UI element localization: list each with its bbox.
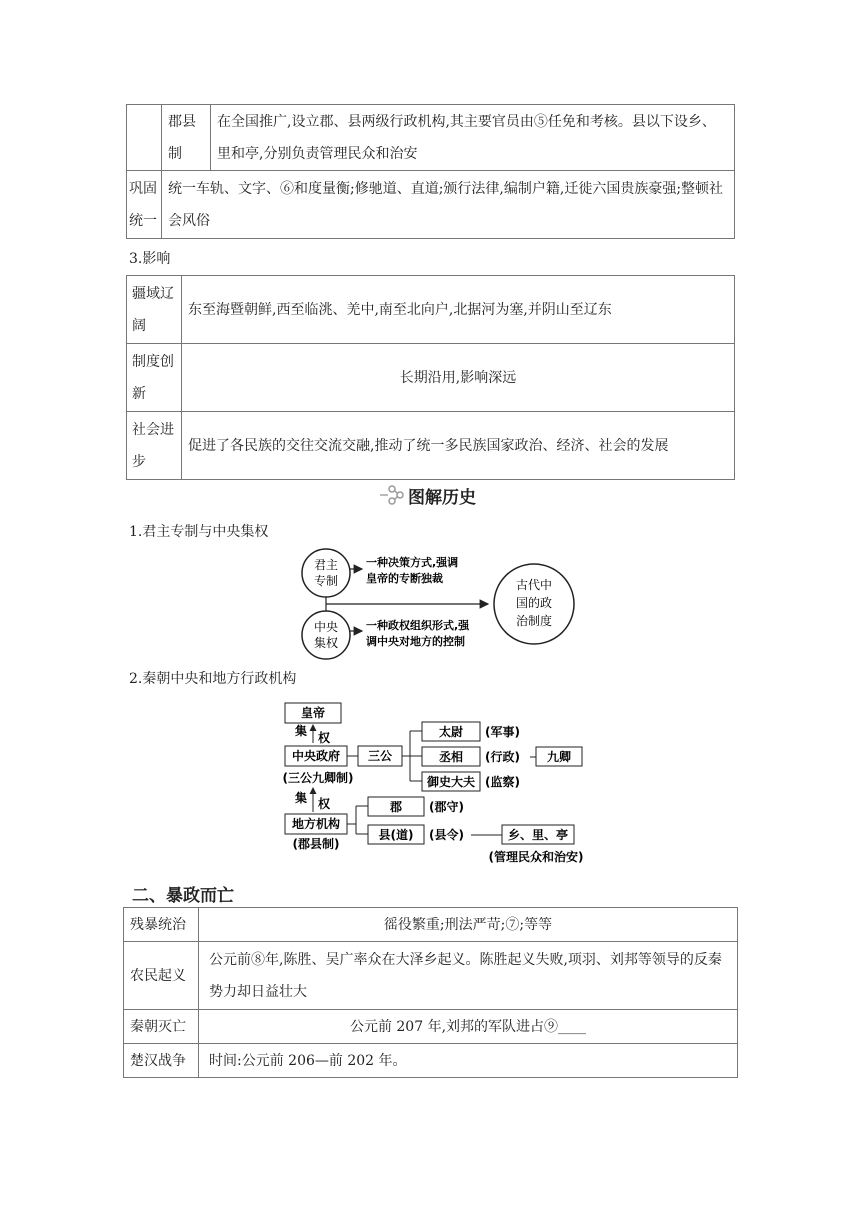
emperor-label: 皇帝 (300, 706, 326, 720)
row-label: 楚汉战争 (124, 1044, 199, 1078)
row-label: 农民起义 (124, 942, 199, 1010)
row-label: 郡县制 (162, 105, 211, 171)
impact-table (126, 275, 735, 480)
taiwei-note: (军事) (485, 725, 520, 739)
diagram-section-header (378, 482, 476, 508)
table-row (127, 412, 735, 480)
xiang-label: 乡、里、亭 (507, 828, 569, 842)
diagram-autocracy-centralization (290, 545, 600, 665)
table-row (127, 105, 735, 171)
central-gov-note: (三公九卿制) (282, 771, 354, 785)
row-content: 徭役繁重;刑法严苛;⑦;等等 (199, 908, 738, 942)
row-content: 公元前 207 年,刘邦的军队进占⑨____ (199, 1010, 738, 1044)
diagram-section-title: 图解历史 (408, 487, 476, 508)
xian-label: 县(道) (378, 828, 414, 842)
collapse-table (123, 907, 738, 1078)
sangong-label: 三公 (367, 749, 393, 763)
desc-autocracy-line2: 皇帝的专断独裁 (366, 572, 443, 585)
node-autocracy (302, 549, 350, 597)
yushi-note: (监察) (485, 775, 520, 789)
row-label: 制度创新 (127, 344, 182, 412)
table-row (124, 908, 738, 942)
node-autocracy-line1: 君主 (313, 558, 339, 572)
impact-heading: 3.影响 (129, 251, 171, 267)
row-content: 促进了各民族的交往交流交融,推动了统一多民族国家政治、经济、社会的发展 (182, 412, 735, 480)
jiuqing-label: 九卿 (546, 750, 572, 764)
centralize-2a: 集 (294, 791, 308, 805)
row-label: 巩固统一 (127, 171, 162, 239)
node-centralization-line1: 中央 (313, 620, 339, 634)
node-political-line2: 国的政 (515, 596, 553, 610)
empty-cell (127, 105, 162, 171)
chengxiang-note: (行政) (485, 750, 520, 764)
desc-centralization-line1: 一种政权组织形式,强 (366, 619, 470, 632)
row-content: 公元前⑧年,陈胜、吴广率众在大泽乡起义。陈胜起义失败,项羽、刘邦等领导的反秦势力却日益壮大 (199, 942, 738, 1010)
central-gov-label: 中央政府 (291, 749, 341, 763)
node-political-line1: 古代中 (515, 578, 553, 592)
row-content: 统一车轨、文字、⑥和度量衡;修驰道、直道;颁行法律,编制户籍,迁徙六国贵族豪强;整顿社会风俗 (162, 171, 735, 239)
xian-note: (县令) (429, 828, 464, 842)
node-autocracy-line2: 专制 (313, 574, 339, 588)
row-content: 东至海暨朝鲜,西至临洮、羌中,南至北向户,北据河为塞,并阴山至辽东 (182, 276, 735, 344)
share-icon (378, 483, 406, 507)
row-content: 时间:公元前 206—前 202 年。 (199, 1044, 738, 1078)
diagram1-heading: 1.君主专制与中央集权 (129, 524, 269, 540)
jun-label: 郡 (389, 800, 403, 814)
row-label: 疆域辽阔 (127, 276, 182, 344)
row-label: 秦朝灭亡 (124, 1010, 199, 1044)
centralize-1b: 权 (317, 731, 331, 745)
desc-centralization-line2: 调中央对地方的控制 (366, 635, 465, 648)
table-row (124, 1010, 738, 1044)
local-note: (郡县制) (292, 837, 340, 851)
node-political-line3: 治制度 (515, 614, 553, 628)
node-centralization-line2: 集权 (313, 636, 339, 650)
table-row (127, 344, 735, 412)
desc-autocracy-line1: 一种决策方式,强调 (366, 556, 459, 569)
system-table (126, 104, 735, 239)
node-centralization (302, 611, 350, 659)
diagram2-heading: 2.秦朝中央和地方行政机构 (129, 671, 297, 687)
table-row (124, 1044, 738, 1078)
row-label: 社会进步 (127, 412, 182, 480)
jun-note: (郡守) (429, 800, 464, 814)
row-label: 残暴统治 (124, 908, 199, 942)
local-label: 地方机构 (291, 817, 341, 831)
table-row (127, 171, 735, 239)
table-row (124, 942, 738, 1010)
centralize-1a: 集 (294, 724, 308, 738)
centralize-2b: 权 (317, 797, 331, 811)
yushi-label: 御史大夫 (426, 775, 476, 789)
chengxiang-label: 丞相 (438, 750, 464, 764)
xiang-note: (管理民众和治安) (488, 850, 584, 864)
row-content: 长期沿用,影响深远 (182, 344, 735, 412)
row-content: 在全国推广,设立郡、县两级行政机构,其主要官员由⑤任免和考核。县以下设乡、里和亭,分别负责管理民众和治安 (211, 105, 735, 171)
taiwei-label: 太尉 (438, 725, 464, 739)
section2-title: 二、暴政而亡 (132, 886, 234, 906)
diagram-qin-administration (278, 698, 590, 870)
table-row (127, 276, 735, 344)
